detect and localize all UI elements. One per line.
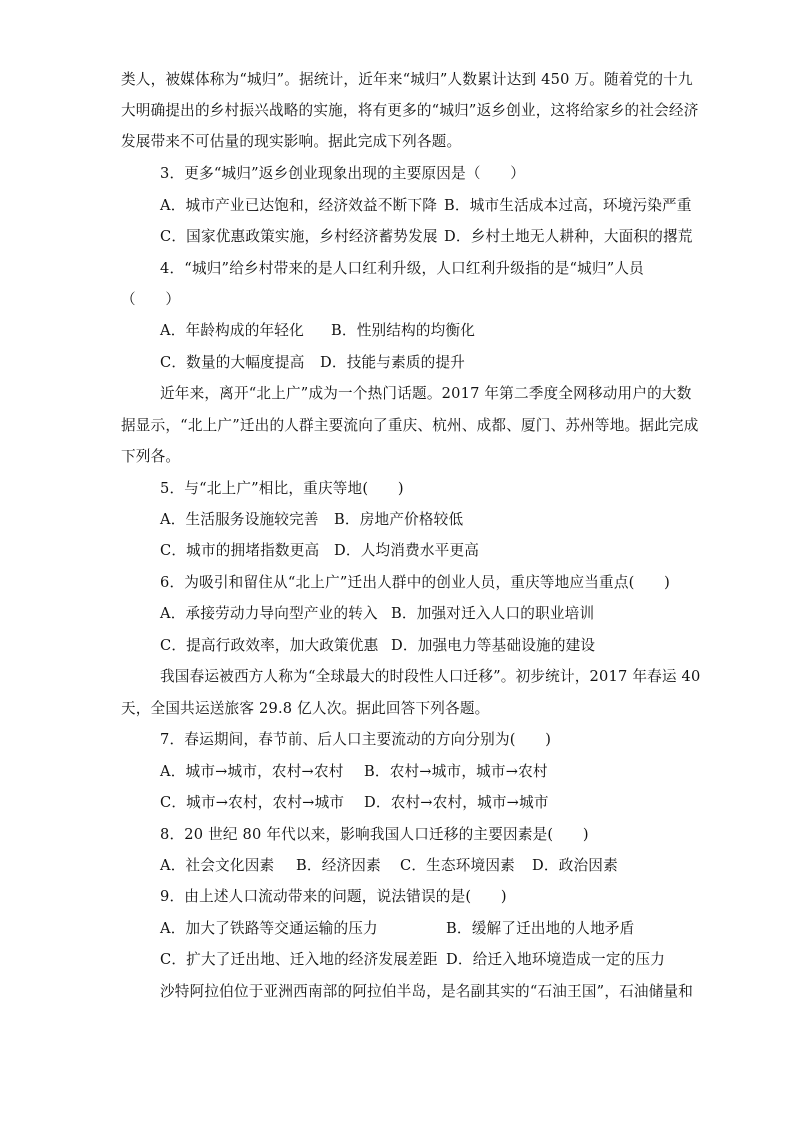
q6-option-d: D．加强电力等基础设施的建设	[391, 637, 596, 654]
q7-option-a: A．城市→城市，农村→农村	[160, 763, 344, 780]
q7-option-d: D．农村→农村，城市→城市	[364, 794, 549, 811]
q3-option-c: C．国家优惠政策实施，乡村经济蓄势发展	[160, 228, 438, 245]
q3-option-d: D．乡村土地无人耕种，大面积的撂荒	[444, 228, 693, 245]
passage-2-line-3: 下列各。	[121, 448, 181, 465]
passage-4-line-1: 沙特阿拉伯位于亚洲西南部的阿拉伯半岛，是名副其实的“石油王国”，石油储量和	[160, 983, 694, 1000]
q3-option-b: B．城市生活成本过高，环境污染严重	[444, 197, 692, 214]
question-8-stem: 8．20 世纪 80 年代以来，影响我国人口迁移的主要因素是( )	[160, 826, 589, 843]
q6-option-c: C．提高行政效率，加大政策优惠	[160, 637, 379, 654]
q9-option-d: D．给迁入地环境造成一定的压力	[446, 951, 666, 968]
q8-option-d: D．政治因素	[532, 857, 618, 874]
q5-option-a: A．生活服务设施较完善	[160, 511, 319, 528]
passage-3-line-1: 我国春运被西方人称为“全球最大的时段性人口迁移”。初步统计，2017 年春运 40	[160, 668, 701, 685]
q9-option-b: B．缓解了迁出地的人地矛盾	[446, 920, 635, 937]
question-4-stem-line-2: （ ）	[121, 291, 181, 308]
question-7-stem: 7．春运期间，春节前、后人口主要流动的方向分别为( )	[160, 731, 552, 748]
question-9-stem: 9．由上述人口流动带来的问题，说法错误的是( )	[160, 888, 507, 905]
q5-option-c: C．城市的拥堵指数更高	[160, 542, 320, 559]
question-5-stem: 5．与“北上广”相比，重庆等地( )	[160, 480, 404, 497]
q8-option-a: A．社会文化因素	[160, 857, 275, 874]
passage-3-line-2: 天，全国共运送旅客 29.8 亿人次。据此回答下列各题。	[121, 700, 490, 717]
q4-option-b: B．性别结构的均衡化	[331, 322, 476, 339]
q5-option-b: B．房地产价格较低	[334, 511, 464, 528]
passage-2-line-1: 近年来，离开“北上广”成为一个热门话题。2017 年第二季度全网移动用户的大数	[160, 385, 692, 402]
q7-option-c: C．城市→农村，农村→城市	[160, 794, 345, 811]
q6-option-a: A．承接劳动力导向型产业的转入	[160, 605, 378, 622]
q5-option-d: D．人均消费水平更高	[334, 542, 480, 559]
q4-option-a: A．年龄构成的年轻化	[160, 322, 304, 339]
q4-option-c: C．数量的大幅度提高	[160, 354, 305, 371]
q9-option-c: C．扩大了迁出地、迁入地的经济发展差距	[160, 951, 438, 968]
passage-2-line-2: 据显示，“北上广”迁出的人群主要流向了重庆、杭州、成都、厦门、苏州等地。据此完成	[121, 417, 699, 434]
q9-option-a: A．加大了铁路等交通运输的压力	[160, 920, 378, 937]
q6-option-b: B．加强对迁入人口的职业培训	[391, 605, 595, 622]
q8-option-b: B．经济因素	[296, 857, 381, 874]
passage-1-line-2: 大明确提出的乡村振兴战略的实施，将有更多的“城归”返乡创业，这将给家乡的社会经济	[121, 102, 699, 119]
q8-option-c: C．生态环境因素	[400, 857, 515, 874]
passage-1-line-1: 类人，被媒体称为“城归”。据统计，近年来“城归”人数累计达到 450 万。随着党的十九	[121, 71, 693, 88]
passage-1-line-3: 发展带来不可估量的现实影响。据此完成下列各题。	[121, 133, 462, 150]
question-3-stem: 3．更多“城归”返乡创业现象出现的主要原因是（ ）	[160, 165, 526, 182]
question-4-stem-line-1: 4．“城归”给乡村带来的是人口红利升级，人口红利升级指的是“城归”人员	[160, 260, 644, 277]
q3-option-a: A．城市产业已达饱和，经济效益不断下降	[160, 197, 438, 214]
q7-option-b: B．农村→城市，城市→农村	[364, 763, 548, 780]
question-6-stem: 6．为吸引和留住从“北上广”迁出人群中的创业人员，重庆等地应当重点( )	[160, 574, 670, 591]
q4-option-d: D．技能与素质的提升	[320, 354, 466, 371]
